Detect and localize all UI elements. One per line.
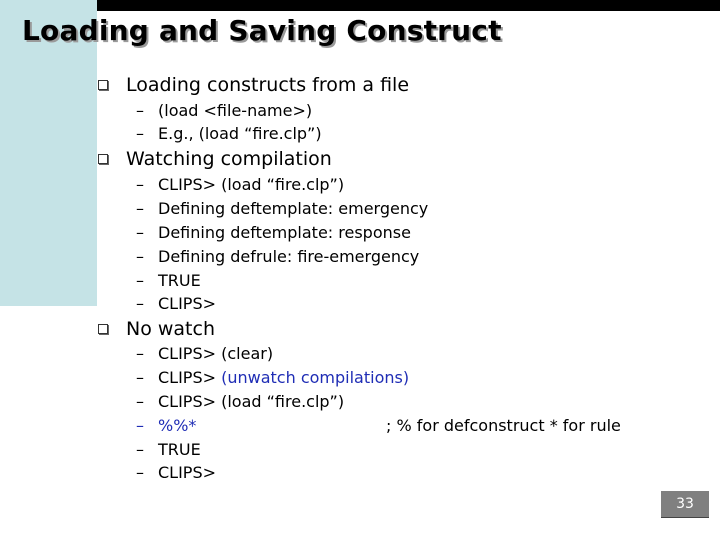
sub-item-text: (load <file-name>) [158,101,313,120]
bullet-heading: Loading constructs from a file [126,74,410,96]
bullet-no-watch [98,318,215,340]
sub-item-text: E.g., (load “fire.clp”) [158,124,322,143]
square-bullet-icon [98,80,108,90]
dash-icon: – [136,392,144,411]
sub-item-text: CLIPS> [158,294,217,313]
comment-text: ; % for defconstruct * for rule [386,416,621,435]
sub-item [136,175,344,195]
bullet-loading-constructs [98,74,409,96]
sub-item [136,101,312,121]
dash-icon: – [136,199,144,218]
sub-item [136,223,411,243]
sub-item [136,440,201,460]
clips-prompt: CLIPS> [158,368,217,387]
dash-icon: – [136,271,144,290]
sub-item-text: Defining defrule: fire-emergency [158,247,420,266]
dash-icon: – [136,294,144,313]
sub-item-text: CLIPS> (load “fire.clp”) [158,175,345,194]
bullet-heading: Watching compilation [126,148,332,170]
sub-item [136,463,216,483]
command-text: (clear) [221,344,274,363]
dash-icon: – [136,101,144,120]
page-number-underline [661,517,709,518]
dash-icon: – [136,175,144,194]
dash-icon: – [136,368,144,387]
output-text: CLIPS> [158,463,217,482]
command-text: (load “fire.clp”) [221,392,345,411]
sub-item [136,368,409,388]
square-bullet-icon [98,154,108,164]
slide-title: Loading and Saving Construct [22,14,502,47]
page-number: 33 [661,491,709,517]
dash-icon: – [136,440,144,459]
sub-item [136,124,322,144]
dash-icon: – [136,223,144,242]
clips-prompt: CLIPS> [158,344,217,363]
bullet-watching-compilation [98,148,332,170]
dash-icon: – [136,344,144,363]
dash-icon: – [136,463,144,482]
dash-icon: – [136,416,144,435]
square-bullet-icon [98,324,108,334]
sub-item [136,271,201,291]
top-bar [20,0,720,11]
dash-icon: – [136,124,144,143]
sub-item [136,392,344,412]
sub-item [136,294,216,314]
output-text-highlight: %%* [158,416,197,435]
sub-item [136,247,419,267]
clips-prompt: CLIPS> [158,392,217,411]
command-text-highlight: (unwatch compilations) [221,368,410,387]
sub-item [136,344,273,364]
sub-item-text: Defining deftemplate: emergency [158,199,429,218]
sub-item-text: Defining deftemplate: response [158,223,411,242]
sub-item-text: TRUE [158,271,201,290]
output-text: TRUE [158,440,201,459]
bullet-heading: No watch [126,318,215,340]
sub-item [136,199,428,219]
dash-icon: – [136,247,144,266]
